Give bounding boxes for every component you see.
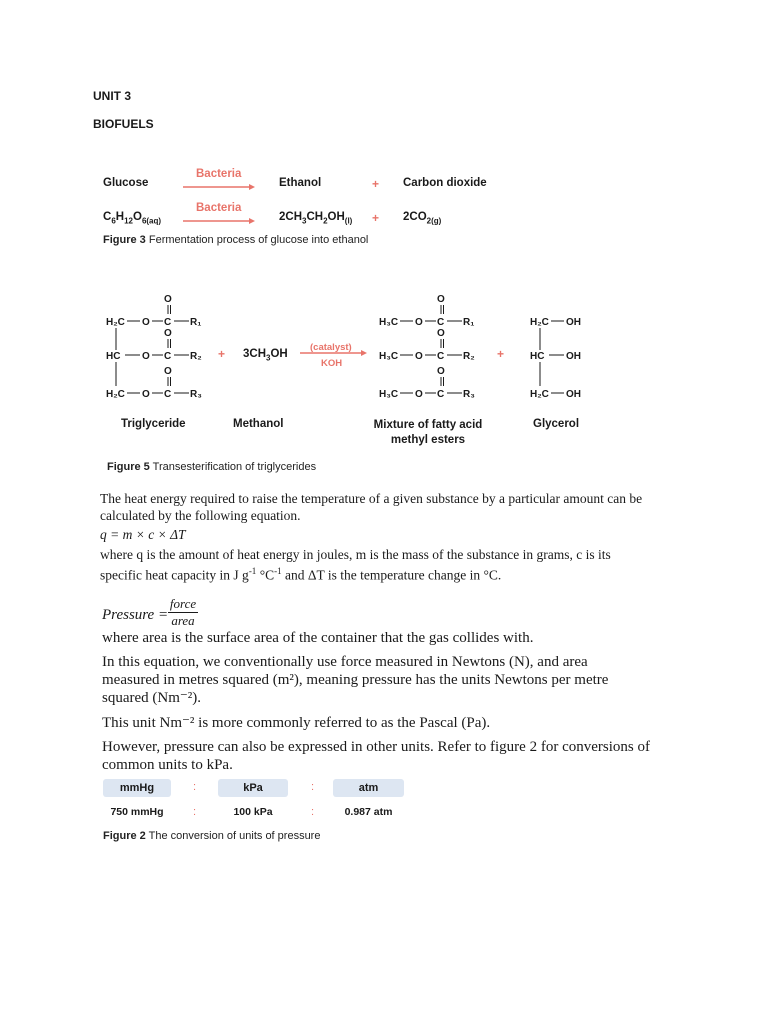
- pascal-para: This unit Nm⁻² is more commonly referred to as the Pascal (Pa).: [102, 715, 491, 731]
- svg-text:C: C: [164, 317, 172, 328]
- value-separator-2: :: [311, 806, 315, 818]
- pressure-numerator: force: [169, 596, 197, 611]
- plus-sign-4: +: [497, 347, 505, 361]
- header-separator-1: :: [193, 781, 197, 793]
- pressure-fraction: [168, 597, 198, 628]
- carbon-dioxide-label: Carbon dioxide: [403, 177, 487, 189]
- svg-text:O: O: [142, 351, 150, 362]
- heat-where-prefix: where q is the amount of heat energy in joules, m is the mass of the substance in grams, c is its specific heat capacity in J g: [100, 547, 611, 583]
- svg-text:H₃C: H₃C: [379, 389, 399, 400]
- svg-text:HC: HC: [530, 351, 545, 362]
- triglyceride-structure: [106, 294, 202, 400]
- header-mmhg: mmHg: [103, 779, 171, 797]
- topic-heading: BIOFUELS: [93, 117, 154, 131]
- svg-text:O: O: [415, 389, 423, 400]
- svg-text:R₃: R₃: [190, 389, 202, 400]
- ethanol-label: Ethanol: [279, 177, 322, 189]
- svg-text:H₂C: H₂C: [106, 389, 125, 400]
- figure-2-caption-label: Figure 2: [103, 830, 146, 842]
- svg-text:O: O: [415, 351, 423, 362]
- svg-text:O: O: [142, 389, 150, 400]
- svg-text:R₁: R₁: [190, 317, 202, 328]
- plus-sign-1: +: [372, 177, 380, 191]
- svg-text:OH: OH: [566, 317, 581, 328]
- svg-text:H₂C: H₂C: [530, 317, 549, 328]
- svg-text:OH: OH: [566, 351, 581, 362]
- svg-text:C: C: [164, 389, 172, 400]
- svg-text:O: O: [142, 317, 150, 328]
- value-separator-1: :: [193, 806, 197, 818]
- reaction-arrow-2: [183, 217, 255, 225]
- esters-label: [366, 418, 490, 448]
- glucose-formula: $C_6H_{12}O_{6(aq)}$: [103, 211, 162, 226]
- figure-2-caption-text: The conversion of units of pressure: [148, 830, 321, 842]
- methanol-formula-main: 3CH: [243, 348, 267, 360]
- svg-text:R₂: R₂: [463, 351, 475, 362]
- other-units-para: However, pressure can also be expressed in other units. Refer to figure 2 for conversions of common units to kPa.: [102, 739, 650, 773]
- unit-heading: UNIT 3: [93, 89, 132, 103]
- svg-text:O: O: [437, 328, 445, 339]
- glucose-label: Glucose: [103, 177, 149, 189]
- svg-text:O: O: [164, 366, 172, 377]
- svg-text:C: C: [437, 389, 445, 400]
- figure-3-caption: [103, 234, 368, 246]
- svg-text:O: O: [164, 294, 172, 305]
- value-atm: 0.987 atm: [344, 806, 393, 818]
- ethanol-formula: $2CH_3CH_2OH_{(l)}$: [279, 211, 353, 226]
- catalyst-label: (catalyst): [310, 342, 352, 353]
- svg-text:O: O: [164, 328, 172, 339]
- pressure-denominator: area: [171, 613, 195, 628]
- svg-text:HC: HC: [106, 351, 121, 362]
- value-mmhg: 750 mmHg: [110, 806, 164, 818]
- esters-label-line1: Mixture of fatty acid: [373, 419, 483, 431]
- pressure-units-para: In this equation, we conventionally use force measured in Newtons (N), and area measured in metres squared (m²), meaning pressure has the units Newtons per metre squared (Nm⁻²).: [102, 654, 609, 706]
- methanol-formula: $3CH_3OH$: [243, 348, 288, 363]
- svg-text:OH: OH: [566, 389, 581, 400]
- svg-text:O: O: [437, 366, 445, 377]
- plus-sign-2: +: [372, 211, 380, 225]
- svg-text:C: C: [437, 317, 445, 328]
- value-kpa: 100 kPa: [233, 806, 273, 818]
- bacteria-label-2: Bacteria: [196, 202, 242, 214]
- esters-label-line2: methyl esters: [390, 434, 466, 446]
- svg-text:H₃C: H₃C: [379, 351, 399, 362]
- glycerol-label: Glycerol: [533, 418, 580, 430]
- co2-formula: $2CO_{2(g)}$: [403, 211, 442, 226]
- figure-2-caption: [103, 830, 320, 842]
- svg-text:O: O: [415, 317, 423, 328]
- header-kpa: kPa: [218, 779, 288, 797]
- bacteria-label-1: Bacteria: [196, 168, 242, 180]
- svg-text:R₂: R₂: [190, 351, 202, 362]
- svg-text:R₁: R₁: [463, 317, 475, 328]
- methanol-label: Methanol: [233, 418, 284, 430]
- svg-text:H₂C: H₂C: [530, 389, 549, 400]
- figure-5-caption-label: Figure 5: [107, 461, 150, 473]
- heat-where: where q is the amount of heat energy in joules, m is the mass of the substance in grams, c is its specific heat capacity in J $g^{-1}$ $^\circ C^{-1}$ and ΔT is the temperature change in °C.: [100, 547, 611, 583]
- pressure-lhs: Pressure =: [102, 607, 169, 623]
- figure-3-caption-label: Figure 3: [103, 234, 146, 246]
- pressure-where: where area is the surface area of the container that the gas collides with.: [102, 630, 534, 646]
- triglyceride-label: Triglyceride: [121, 418, 186, 430]
- svg-text:H₃C: H₃C: [379, 317, 399, 328]
- heat-where-suffix: and ΔT is the temperature change in °C.: [281, 567, 502, 583]
- svg-text:O: O: [437, 294, 445, 305]
- koh-label: KOH: [321, 358, 343, 369]
- plus-sign-3: +: [218, 347, 226, 361]
- transesterification-structures: [95, 290, 595, 425]
- methyl-esters-structure: [379, 294, 475, 400]
- figure-3-caption-text: Fermentation process of glucose into ethanol: [148, 234, 369, 246]
- figure-5-caption-text: Transesterification of triglycerides: [152, 461, 317, 473]
- heat-equation: q = m × c × ΔT: [100, 527, 186, 542]
- header-atm: atm: [333, 779, 404, 797]
- header-separator-2: :: [311, 781, 315, 793]
- svg-text:R₃: R₃: [463, 389, 475, 400]
- svg-text:H₂C: H₂C: [106, 317, 125, 328]
- figure-5-caption: [107, 461, 316, 473]
- glycerol-structure: [530, 317, 581, 400]
- svg-text:C: C: [164, 351, 172, 362]
- reaction-arrow-1: [183, 183, 255, 191]
- glucose-formula-c: C: [103, 211, 112, 223]
- heat-intro: The heat energy required to raise the temperature of a given substance by a particular amount can be calculated by the following equation.: [100, 491, 643, 523]
- svg-text:C: C: [437, 351, 445, 362]
